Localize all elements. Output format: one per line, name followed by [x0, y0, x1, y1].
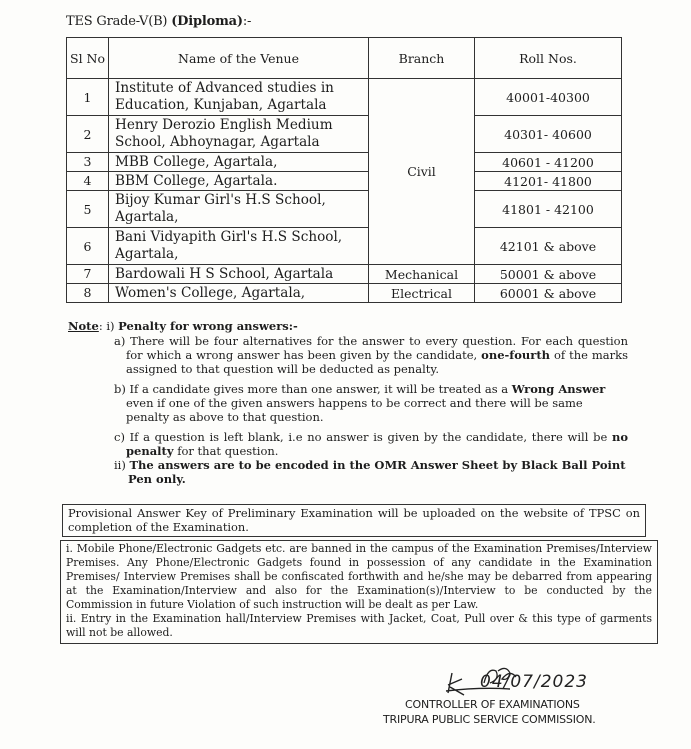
item-text: There will be four alternatives for the answer to every question. For each question for which a wrong answer has been given by the candidate,	[126, 334, 628, 362]
rule-item-i: i. Mobile Phone/Electronic Gadgets etc. are banned in the campus of the Examination Premises/Interview Premises. Any Phone/Electronic Gadgets found in possession of any candidate in the Examination Premises/ Interview Premises shall be confiscated forthwith and he/she may be debarred from appearing at the Examination/Interview and also for the Examination(s)/Interview to be conducted by the Commission in future Violation of such instruction will be dealt as per Law.	[66, 542, 652, 611]
venue-line-1: Bijoy Kumar Girl's H.S School,	[115, 192, 326, 208]
item-text: The answers are to be encoded in the OMR Answer Sheet by Black Ball Point Pen only.	[128, 458, 626, 486]
section-heading	[66, 14, 251, 29]
rule-item-ii: ii. Entry in the Examination hall/Interview Premises with Jacket, Coat, Pull over & this type of garments will not be allowed.	[66, 612, 652, 639]
penalty-note	[68, 319, 628, 486]
table-row	[67, 116, 622, 153]
table-row	[67, 191, 622, 228]
item-bold: one-fourth	[481, 348, 550, 362]
item-prefix: a)	[114, 334, 131, 348]
row-sl: 4	[67, 172, 109, 191]
row-venue: Bardowali H S School, Agartala	[109, 265, 369, 284]
row-roll: 60001 & above	[475, 284, 622, 303]
row-venue	[109, 191, 369, 228]
venue-line-2: Agartala,	[115, 246, 179, 262]
table-row	[67, 79, 622, 116]
row-roll: 40001-40300	[475, 79, 622, 116]
note-title-line	[68, 319, 628, 333]
venue-line-1: Institute of Advanced studies in	[115, 80, 334, 96]
item-text: for that question.	[173, 444, 279, 458]
row-venue: MBB College, Agartala,	[109, 153, 369, 172]
row-roll: 50001 & above	[475, 265, 622, 284]
signatory-block	[383, 697, 596, 727]
item-text: of the marks assigned to that question will be deducted as penalty.	[126, 348, 628, 376]
header-venue-name: Name of the Venue	[109, 38, 369, 79]
note-item-a	[114, 334, 628, 376]
signature-date: 04/07/2023	[480, 672, 588, 692]
heading-prefix: TES Grade-V(B)	[66, 14, 172, 29]
item-text: even if one of the given answers happens to be correct and there will be same penalty as above to that question.	[126, 396, 583, 424]
table-header-row	[67, 38, 622, 79]
row-venue	[109, 79, 369, 116]
header-branch: Branch	[369, 38, 475, 79]
note-item-c	[114, 430, 628, 458]
row-sl: 7	[67, 265, 109, 284]
venue-line-2: School, Abhoynagar, Agartala	[115, 134, 320, 150]
row-roll: 42101 & above	[475, 228, 622, 265]
note-i-prefix: i)	[106, 319, 119, 333]
branch-civil: Civil	[369, 79, 475, 265]
item-prefix: c)	[114, 430, 130, 444]
row-sl: 8	[67, 284, 109, 303]
row-sl: 5	[67, 191, 109, 228]
table-row	[67, 265, 622, 284]
venue-line-2: Agartala,	[115, 209, 179, 225]
gadgets-rules-box	[60, 540, 658, 644]
row-venue	[109, 228, 369, 265]
provisional-answer-key-box: Provisional Answer Key of Preliminary Examination will be uploaded on the website of TPSC on completion of the Examination.	[62, 504, 646, 537]
row-roll: 40601 - 41200	[475, 153, 622, 172]
note-item-ii	[114, 458, 628, 486]
item-text: If a candidate gives more than one answer, it will be treated as a	[129, 382, 512, 396]
signatory-designation: CONTROLLER OF EXAMINATIONS	[405, 698, 580, 711]
row-venue: BBM College, Agartala.	[109, 172, 369, 191]
venue-line-2: Education, Kunjaban, Agartala	[115, 97, 327, 113]
branch-electrical: Electrical	[369, 284, 475, 303]
header-roll-nos: Roll Nos.	[475, 38, 622, 79]
row-sl: 2	[67, 116, 109, 153]
heading-suffix: :-	[242, 14, 252, 29]
row-sl: 3	[67, 153, 109, 172]
header-sl-no: Sl No	[67, 38, 109, 79]
note-label: Note	[68, 319, 99, 333]
venue-line-1: Henry Derozio English Medium	[115, 117, 333, 133]
table-row	[67, 284, 622, 303]
item-bold: Wrong Answer	[511, 382, 606, 396]
table-row	[67, 153, 622, 172]
signatory-organization: TRIPURA PUBLIC SERVICE COMMISSION.	[383, 713, 596, 726]
row-roll: 41201- 41800	[475, 172, 622, 191]
venue-line-1: Bani Vidyapith Girl's H.S School,	[115, 229, 343, 245]
item-prefix: b)	[114, 382, 130, 396]
note-colon: :	[98, 319, 107, 333]
item-prefix: ii)	[114, 458, 130, 472]
note-i-title: Penalty for wrong answers:-	[118, 319, 298, 333]
heading-bold: (Diploma)	[171, 14, 243, 29]
row-venue	[109, 116, 369, 153]
row-roll: 41801 - 42100	[475, 191, 622, 228]
row-sl: 1	[67, 79, 109, 116]
row-venue: Women's College, Agartala,	[109, 284, 369, 303]
item-text: If a question is left blank, i.e no answer is given by the candidate, there will be	[129, 430, 612, 444]
row-roll: 40301- 40600	[475, 116, 622, 153]
note-item-b	[114, 382, 628, 424]
row-sl: 6	[67, 228, 109, 265]
item-bold: no penalty	[126, 430, 628, 458]
venue-table	[66, 37, 622, 303]
table-row	[67, 228, 622, 265]
branch-mechanical: Mechanical	[369, 265, 475, 284]
table-row	[67, 172, 622, 191]
